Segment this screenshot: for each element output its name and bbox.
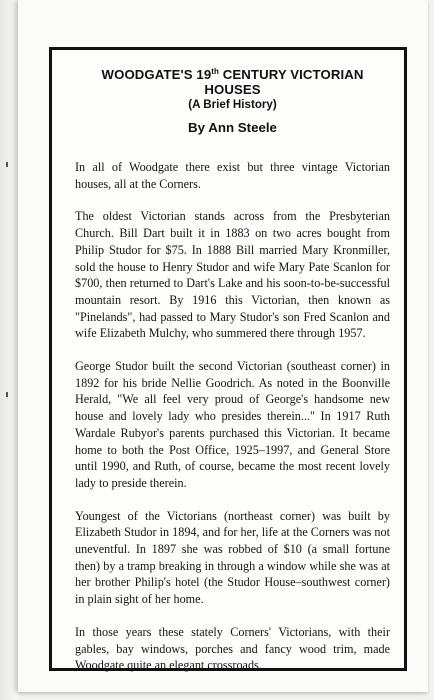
article-title: WOODGATE'S 19th CENTURY VICTORIAN HOUSES [101, 67, 364, 97]
paragraph-youngest-victorian: Youngest of the Victorians (northeast corner) was built by Elizabeth Studor in 1894, and for her, life at the Corners was not uneventful. In 1897 she was robbed of $10 (a small fortune then) by a tramp breaking in through a window while she was at her brother Philip's hotel (the Studor House–southwest corner) in plain sight of her home. [75, 508, 390, 607]
article-frame [49, 47, 407, 671]
binding-mark [6, 162, 8, 167]
binding-mark [6, 392, 8, 397]
article-subtitle: (A Brief History) [188, 98, 277, 111]
article-byline: By Ann Steele [188, 120, 277, 135]
paragraph-second-victorian: George Studor built the second Victorian (southeast corner) in 1892 for his bride Nellie Goodrich. As noted in the Boonville Herald, "We all feel very proud of George's handsome new house and lovely lady who presides therein..." In 1917 Ruth Wardale Rubyor's parents purchased this Victorian. It became home to both the Post Office, 1925–1997, and General Store until 1990, and Ruth, of course, became the most recent lovely lady to preside therein. [75, 359, 390, 490]
page-gutter [0, 0, 18, 700]
paragraph-intro: In all of Woodgate there exist but three vintage Victorian houses, all at the Corners. [75, 160, 390, 191]
paragraph-conclusion: In those years these stately Corners' Victorians, with their gables, bay windows, porches and fancy wood trim, made Woodgate quite an elegant crossroads. [75, 624, 390, 673]
paragraph-oldest-victorian: The oldest Victorian stands across from the Presbyterian Church. Bill Dart built it in 1883 on two acres bought from Philip Studor for $75. In 1888 Bill married Mary Kronmiller, sold the house to Henry Studor and wife Mary Pate Scanlon for $700, then returned to Dart's Lake and his soon-to-be-successful mountain resort. By 1916 this Victorian, then known as "Pinelands", had passed to Mary Studor's son Fred Scanlon and wife Elizabeth Mulchy, who summered there through 1957. [75, 209, 390, 341]
